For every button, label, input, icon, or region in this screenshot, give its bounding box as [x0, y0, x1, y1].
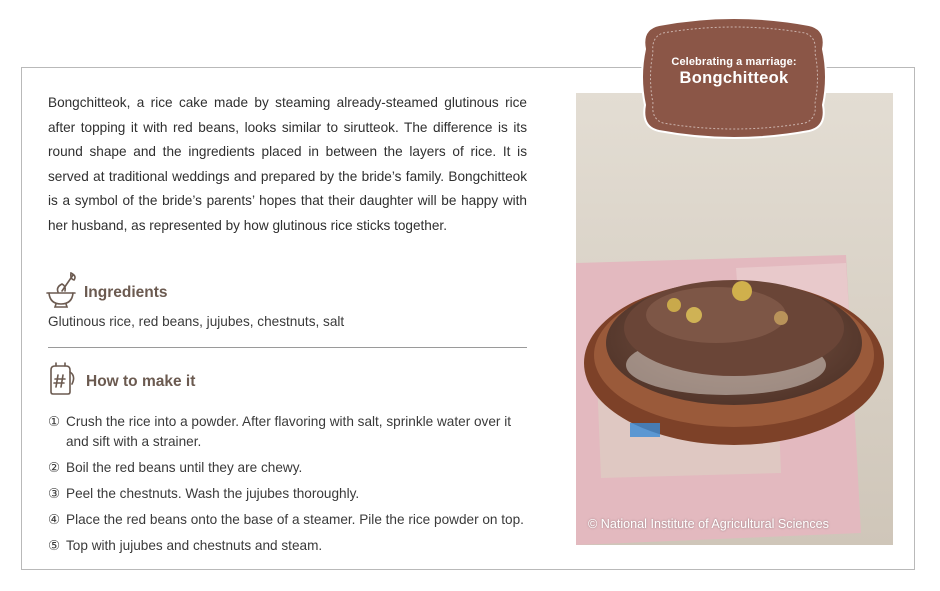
step-item	[48, 458, 528, 478]
bongchitteok-photo	[576, 93, 893, 545]
ingredients-list: Glutinous rice, red beans, jujubes, chestnuts, salt	[48, 314, 345, 329]
step-text: Boil the red beans until they are chewy.	[66, 460, 303, 475]
step-text: Peel the chestnuts. Wash the jujubes thoroughly.	[66, 486, 360, 501]
photo-credit: © National Institute of Agricultural Sciences	[588, 517, 829, 531]
intro-paragraph: Bongchitteok, a rice cake made by steaming already-steamed glutinous rice after topping it with red beans, looks similar to sirutteok. The difference is its round shape and the ingredients placed in between the layers of rice. It is served at traditional weddings and prepared by the bride’s family. Bongchitteok is a symbol of the bride’s parents’ hopes that their daughter will be happy with her husband, as represented by how glutinous rice sticks together.	[48, 95, 527, 233]
photo-illustration	[576, 93, 893, 545]
badge-text	[637, 56, 831, 88]
step-number: ④	[48, 512, 61, 527]
step-text: Top with jujubes and chestnuts and steam.	[66, 538, 323, 553]
step-text: Crush the rice into a powder. After flavoring with salt, sprinkle water over it and sift with a strainer.	[66, 414, 512, 449]
how-to-heading: How to make it	[86, 372, 196, 390]
step-number: ③	[48, 486, 61, 501]
steps-list	[48, 412, 528, 562]
how-to-header	[48, 362, 195, 401]
badge-title: Bongchitteok	[679, 69, 789, 87]
whisk-bowl-icon	[44, 272, 84, 313]
ingredients-heading: Ingredients	[84, 283, 168, 301]
ingredients-header	[44, 272, 168, 313]
step-item	[48, 510, 528, 530]
step-item	[48, 412, 528, 452]
step-item	[48, 536, 528, 556]
badge-subtitle: Celebrating a marriage:	[671, 56, 797, 68]
section-divider	[48, 347, 527, 348]
step-item	[48, 484, 528, 504]
recipe-card-icon	[48, 362, 86, 401]
step-number: ⑤	[48, 538, 61, 553]
step-text: Place the red beans onto the base of a steamer. Pile the rice powder on top.	[66, 512, 524, 527]
step-number: ①	[48, 414, 61, 429]
step-number: ②	[48, 460, 61, 475]
